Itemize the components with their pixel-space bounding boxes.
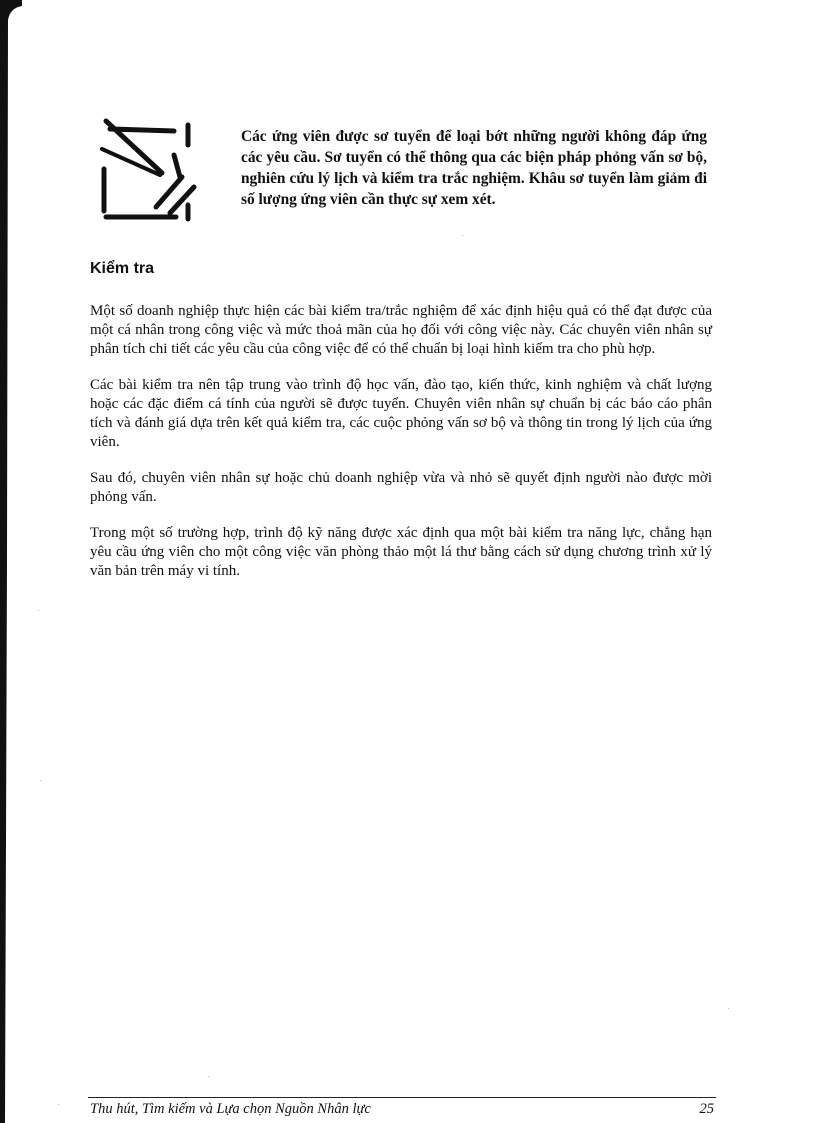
scan-speck [40,780,41,781]
scan-speck [208,1076,209,1077]
body-text [90,302,712,598]
scan-speck [58,1104,59,1105]
scan-speck [462,235,463,236]
callout-text: Các ứng viên được sơ tuyển để loại bớt những người không đáp ứng các yêu cầu. Sơ tuyển có thể thông qua các biện pháp phỏng vấn sơ bộ, nghiên cứu lý lịch và kiểm tra trắc nghiệm. Khâu sơ tuyển làm giảm đi số lượng ứng viên cần thực sự xem xét. [241,128,707,208]
paragraph: Trong một số trường hợp, trình độ kỹ năng được xác định qua một bài kiểm tra năng lực, chẳng hạn yêu cầu ứng viên cho một công việc văn phòng thảo một lá thư bằng cách sử dụng chương trình xử lý văn bản trên máy vi tính. [90,525,712,579]
scan-speck [728,1008,729,1009]
paragraph: Một số doanh nghiệp thực hiện các bài kiểm tra/trắc nghiệm để xác định hiệu quả có thể đạt được của một cá nhân trong công việc và mức thoả mãn của họ đối với công việc này. Các chuyên viên nhân sự phân tích chi tiết các yêu cầu của công việc để có thể chuẩn bị loại hình kiểm tra cho phù hợp. [90,303,712,357]
footer-book-title: Thu hút, Tìm kiếm và Lựa chọn Nguồn Nhân lực [90,1101,371,1117]
paragraph: Sau đó, chuyên viên nhân sự hoặc chủ doanh nghiệp vừa và nhỏ sẽ quyết định người nào được mời phỏng vấn. [90,470,712,505]
page-binding-edge [0,0,22,1123]
paragraph: Các bài kiểm tra nên tập trung vào trình độ học vấn, đào tạo, kiến thức, kinh nghiệm và chất lượng hoặc các đặc điểm cá tính của người sẽ được tuyển. Chuyên viên nhân sự chuẩn bị các báo cáo phân tích và đánh giá dựa trên kết quả kiểm tra, các cuộc phỏng vấn sơ bộ và thông tin trong lý lịch của ứng viên. [90,377,712,450]
scan-speck [38,610,39,611]
pen-and-checkmark-icon [96,115,206,227]
section-heading: Kiểm tra [90,260,155,277]
footer-divider [88,1097,716,1098]
page-number: 25 [699,1101,714,1117]
